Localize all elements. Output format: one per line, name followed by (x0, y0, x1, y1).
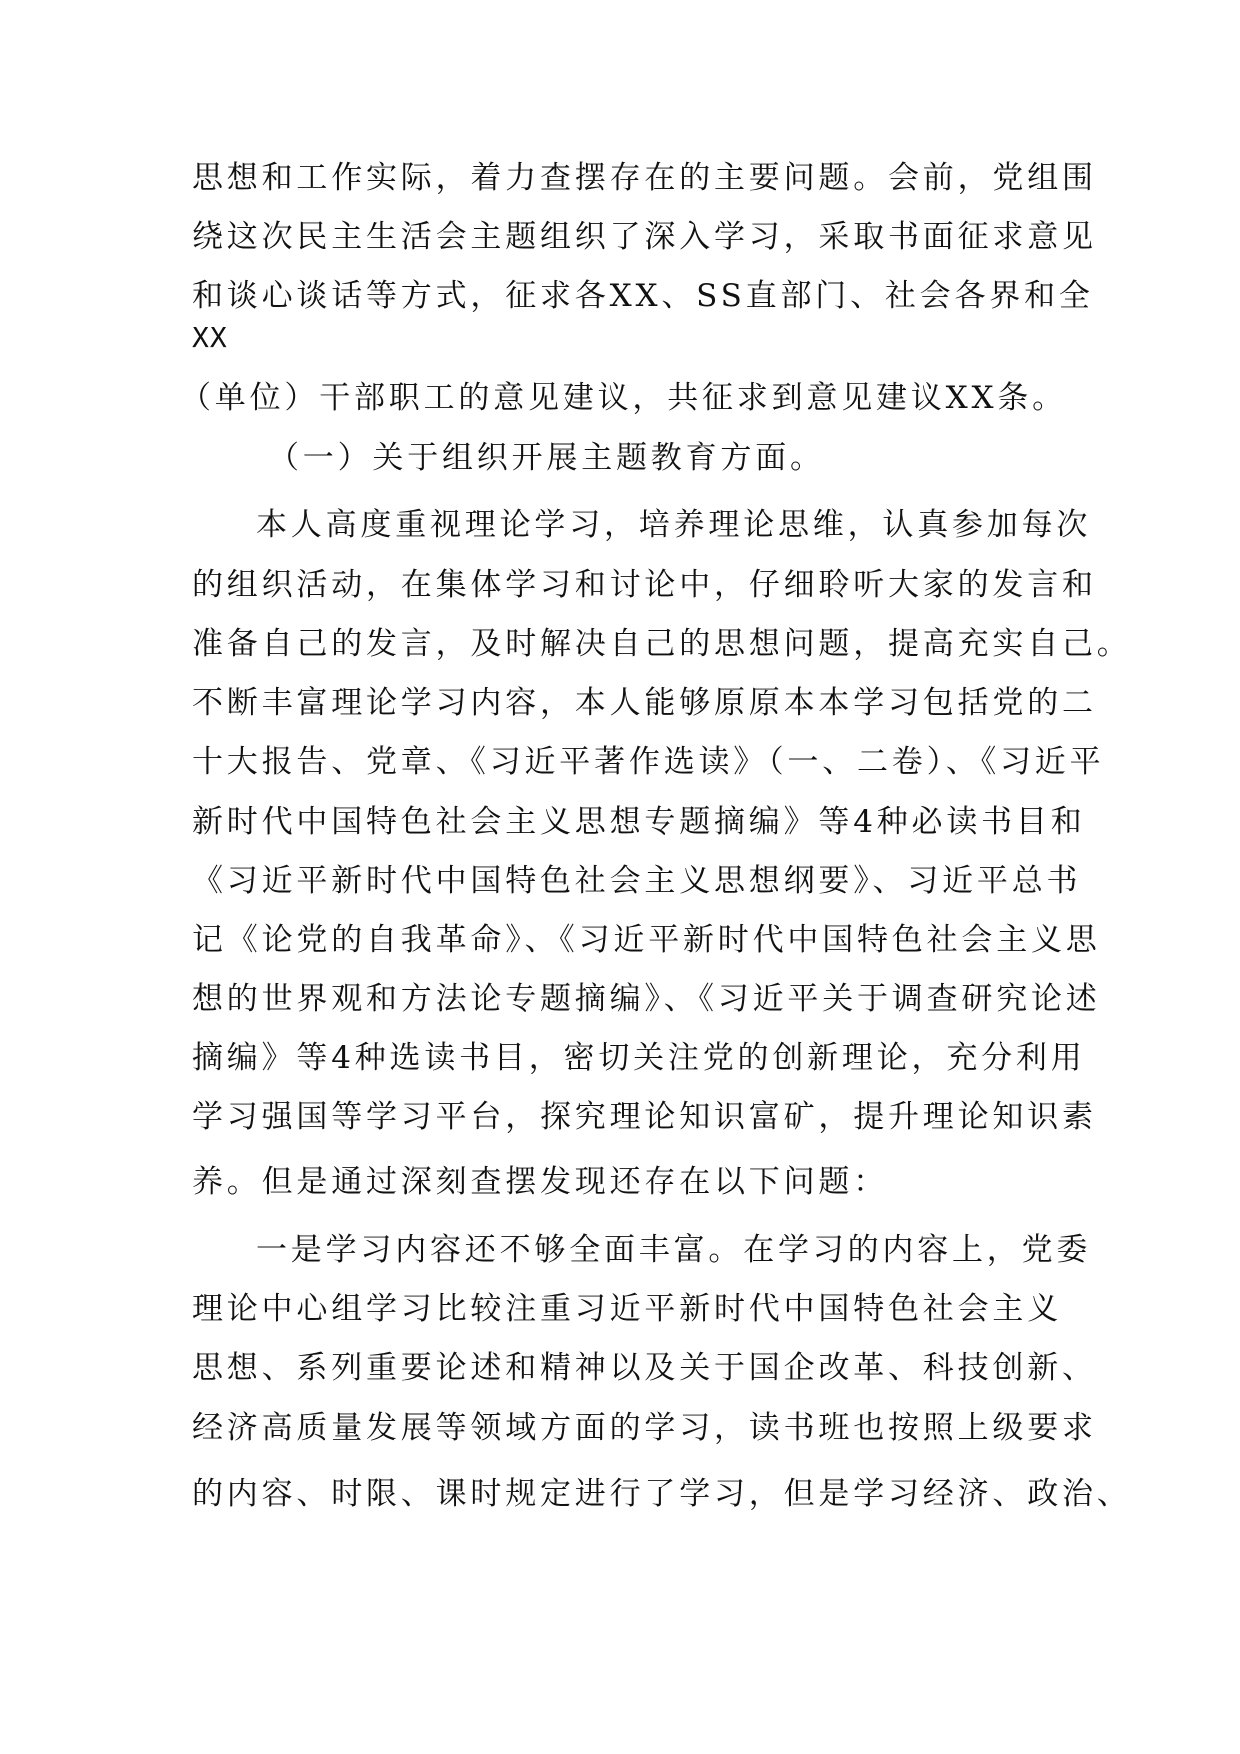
paragraph-line: 不断丰富理论学习内容，本人能够原原本本学习包括党的二 (192, 685, 1097, 721)
paragraph-line: 《习近平新时代中国特色社会主义思想纲要》、习近平总书 (192, 863, 1082, 899)
paragraph-line: 的组织活动，在集体学习和讨论中，仔细聆听大家的发言和 (192, 567, 1097, 603)
paragraph-line: 的内容、时限、课时规定进行了学习，但是学习经济、政治、 (192, 1476, 1132, 1512)
paragraph-line: 经济高质量发展等领域方面的学习，读书班也按照上级要求 (192, 1410, 1097, 1446)
paragraph-line: 养。但是通过深刻查摆发现还存在以下问题： (192, 1164, 888, 1200)
paragraph-line: 理论中心组学习比较注重习近平新时代中国特色社会主义 (192, 1291, 1062, 1327)
paragraph-line: 绕这次民主生活会主题组织了深入学习，采取书面征求意见 (192, 219, 1097, 255)
paragraph-line: 学习强国等学习平台，探究理论知识富矿，提升理论知识素 (192, 1099, 1097, 1135)
paragraph-line: 想的世界观和方法论专题摘编》、《习近平关于调查研究论述 (192, 981, 1101, 1017)
paragraph-line: 准备自己的发言，及时解决自己的思想问题，提高充实自己。 (192, 626, 1132, 662)
paragraph-line: 摘编》等4种选读书目，密切关注党的创新理论，充分利用 (192, 1040, 1086, 1076)
paragraph-line: 新时代中国特色社会主义思想专题摘编》等4种必读书目和 (192, 804, 1086, 840)
paragraph-line: 一是学习内容还不够全面丰富。在学习的内容上，党委 (256, 1232, 1092, 1268)
paragraph-line: 十大报告、党章、《习近平著作选读》（一、二卷）、《习近平 (192, 744, 1105, 780)
paragraph-line: 记《论党的自我革命》、《习近平新时代中国特色社会主义思 (192, 922, 1101, 958)
section-heading: （一）关于组织开展主题教育方面。 (268, 440, 825, 476)
paragraph-line: XX (192, 321, 228, 354)
paragraph-line: 思想、系列重要论述和精神以及关于国企改革、科技创新、 (192, 1350, 1097, 1386)
paragraph-line: （单位）干部职工的意见建议，共征求到意见建议XX条。 (180, 380, 1067, 416)
paragraph-line: 思想和工作实际，着力查摆存在的主要问题。会前，党组围 (192, 160, 1097, 196)
paragraph-line: 本人高度重视理论学习，培养理论思维，认真参加每次 (256, 507, 1092, 543)
paragraph-line: 和谈心谈话等方式，征求各XX、SS直部门、社会各界和全 (192, 278, 1094, 314)
